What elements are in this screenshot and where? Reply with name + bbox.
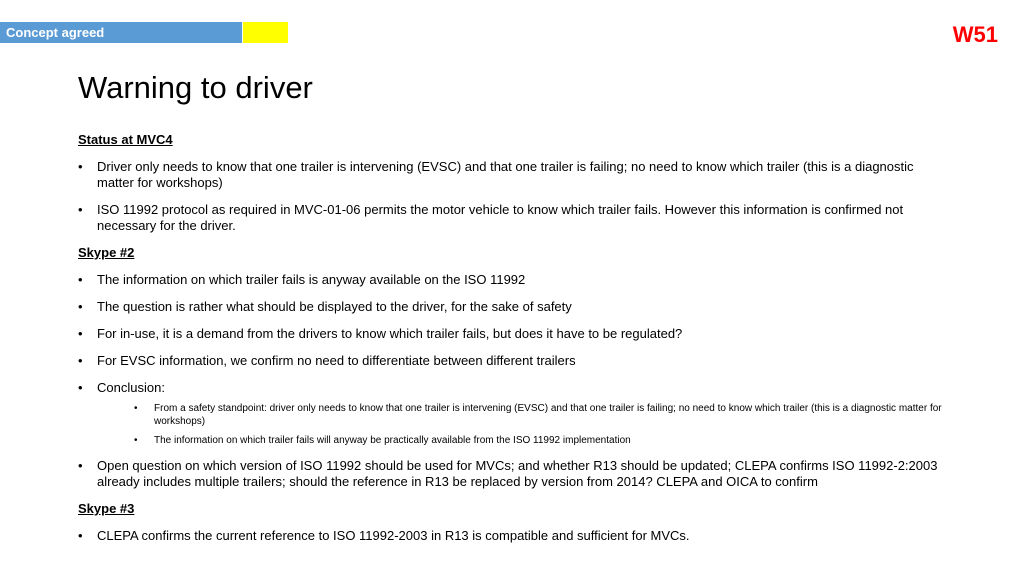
list-item: • For EVSC information, we confirm no need to differentiate between different trailers: [78, 353, 948, 369]
status-badge: Concept agreed: [0, 22, 242, 43]
slide-content: [78, 132, 948, 555]
conclusion-sub-list: [97, 402, 948, 447]
skype3-bullet-list: [78, 528, 948, 544]
list-item: • Driver only needs to know that one trailer is intervening (EVSC) and that one trailer is failing; no need to know which trailer (this is a diagnostic matter for workshops): [78, 159, 948, 191]
status-flag: [243, 22, 288, 43]
page-title: Warning to driver: [78, 70, 313, 105]
conclusion-label: Conclusion:: [97, 380, 165, 395]
list-item: • CLEPA confirms the current reference to ISO 11992-2003 in R13 is compatible and sufficient for MVCs.: [78, 528, 948, 544]
section-heading-status: Status at MVC4: [78, 132, 173, 147]
list-item: • The question is rather what should be displayed to the driver, for the sake of safety: [78, 299, 948, 315]
list-item-conclusion: [78, 380, 948, 447]
section-heading-skype-2: Skype #2: [78, 245, 135, 260]
list-item: • Open question on which version of ISO 11992 should be used for MVCs; and whether R13 should be updated; CLEPA confirms ISO 11992-2:2003 already includes multiple trailers; should the reference in R13 be replaced by version from 2014? CLEPA and OICA to confirm: [78, 458, 948, 490]
slide-code: W51: [952, 22, 998, 47]
list-item: • For in-use, it is a demand from the drivers to know which trailer fails, but does it have to be regulated?: [78, 326, 948, 342]
sub-list-item: • The information on which trailer fails will anyway be practically available from the ISO 11992 implementation: [97, 434, 948, 447]
skype2-bullet-list: [78, 272, 948, 490]
status-bullet-list: [78, 159, 948, 234]
list-item: • The information on which trailer fails is anyway available on the ISO 11992: [78, 272, 948, 288]
sub-list-item: • From a safety standpoint: driver only needs to know that one trailer is intervening (EVSC) and that one trailer is failing; no need to know which trailer (this is a diagnostic matter for workshops): [97, 402, 948, 428]
section-heading-skype-3: Skype #3: [78, 501, 135, 516]
list-item: • ISO 11992 protocol as required in MVC-01-06 permits the motor vehicle to know which trailer fails. However this information is confirmed not necessary for the driver.: [78, 202, 948, 234]
